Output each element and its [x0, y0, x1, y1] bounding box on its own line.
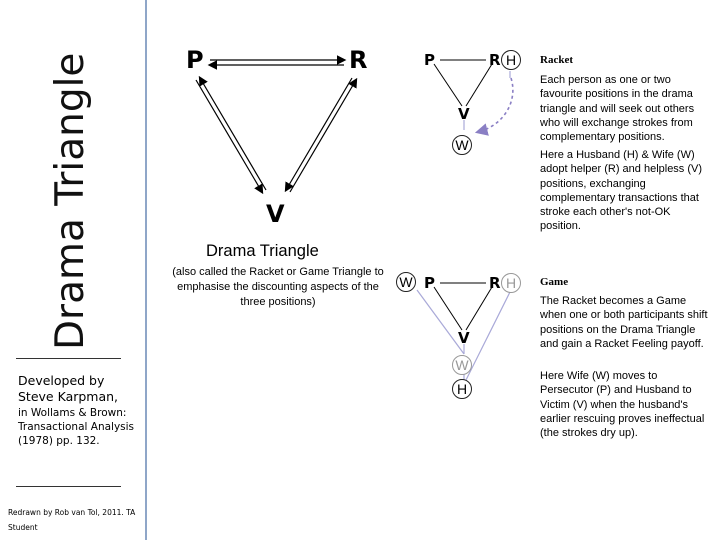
diagram-note: (also called the Racket or Game Triangle to emphasise the discounting aspects of the three positions) [172, 266, 384, 308]
racket-heading: Racket [540, 54, 573, 66]
game-wife-circle: W [396, 272, 416, 292]
racket-text-2: Here a Husband (H) & Wife (W) adopt helper (R) and helpless (V) positions, exchanging complementary transactions that stroke each other's not-OK position. [540, 149, 703, 233]
racket-text: Each person as one or two favourite positions in the drama triangle and will seek out others who will exchange strokes from complementary positions. [540, 74, 695, 144]
victim-label: V [266, 200, 285, 228]
game-r-label: R [489, 274, 501, 292]
racket-wife-circle: W [452, 135, 472, 155]
diagram-title: Drama Triangle [206, 242, 319, 260]
racket-r-label: R [489, 51, 501, 69]
vertical-title: Drama Triangle [48, 52, 93, 350]
pv-arrow [196, 78, 266, 192]
game-p-label: P [424, 274, 435, 292]
racket-p-label: P [424, 51, 435, 69]
rv-arrow [286, 78, 356, 192]
racket-husband-circle: H [501, 50, 521, 70]
redrawn-credit: Redrawn by Rob van Tol, 2011. TA Student [8, 508, 136, 532]
game-husband-faded-circle: H [501, 273, 521, 293]
game-wife-faded-circle: W [452, 355, 472, 375]
racket-triangle [434, 60, 513, 132]
racket-v-label: V [458, 105, 470, 123]
game-text: The Racket becomes a Game when one or both participants shift positions on the Drama Triangle and gain a Racket Feeling payoff. [540, 295, 708, 350]
persecutor-label: P [186, 46, 204, 74]
rescuer-label: R [349, 46, 368, 74]
game-v-label: V [458, 329, 470, 347]
pr-arrow [210, 60, 344, 65]
game-text-2: Here Wife (W) moves to Persecutor (P) and Husband to Victim (V) when the husband's earlier rescuing proves ineffectual (the strokes dry up). [540, 370, 705, 440]
reference-credit: in Wollams & Brown: Transactional Analysis (1978) pp. 132. [18, 407, 135, 447]
developer-credit: Developed by Steve Karpman, [18, 373, 119, 404]
game-husband-circle: H [452, 379, 472, 399]
game-heading: Game [540, 276, 569, 288]
